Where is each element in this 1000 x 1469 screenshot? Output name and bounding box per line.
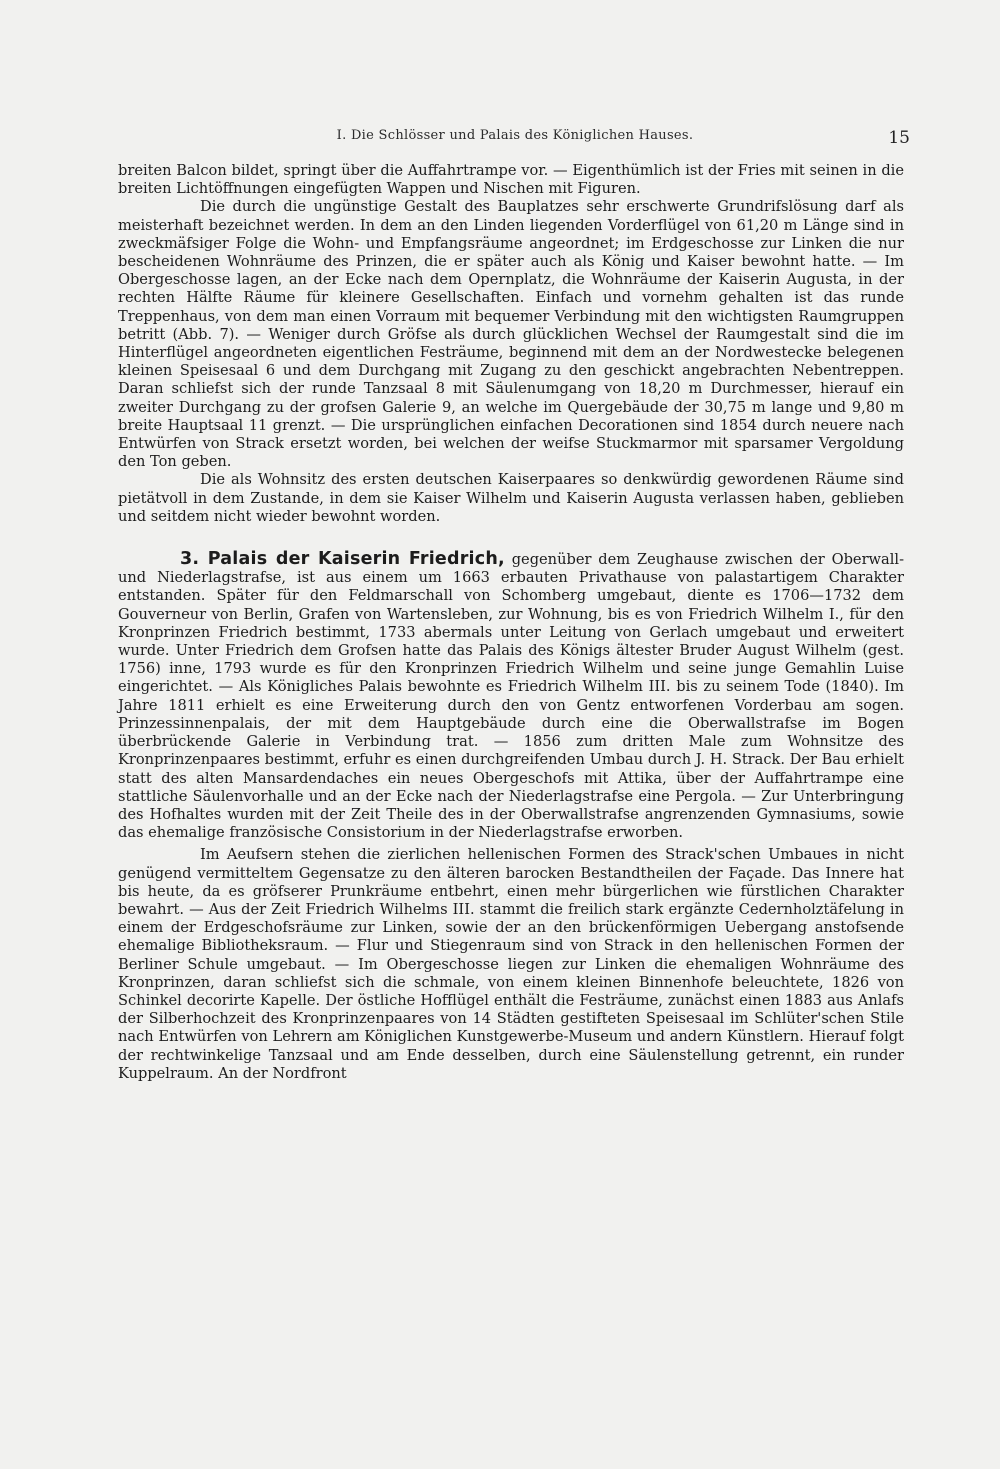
running-head: I. Die Schlösser und Palais des Königlichen Hauses. — [336, 128, 694, 143]
paragraph-wohnsitz: Die als Wohnsitz des ersten deutschen Kaiserpaares so denkwürdig gewordenen Räume sind pietätvoll in dem Zustande, in dem sie Kaiser Wilhelm und Kaiserin Augusta verlassen haben, geblieben und seitdem nicht wieder bewohnt worden. — [118, 471, 904, 525]
section-heading: 3. Palais der Kaiserin Friedrich, — [180, 549, 505, 570]
paragraph-grundriss: Die durch die ungünstige Gestalt des Bauplatzes sehr erschwerte Grundrifslösung darf als meisterhaft bezeichnet werden. In dem an den Linden liegenden Vorderflügel von 61,20 m Länge sind in zweckmäfsiger Folge die Wohn- und Empfangsräume angeordnet; im Erdgeschosse zur Linken die nur bescheidenen Wohnräume des Prinzen, die er später auch als König und Kaiser bewohnt hatte. — Im Obergeschosse lagen, an der Ecke nach dem Opernplatz, die Wohnräume der Kaiserin Augusta, in der rechten Hälfte Räume für kleinere Gesellschaften. Einfach und vornehm gehalten ist das runde Treppenhaus, von dem man einen Vorraum mit bequemer Verbindung mit den wichtigsten Raumgruppen betritt (Abb. 7). — Weniger durch Gröfse als durch glücklichen Wechsel der Raumgestalt sind die im Hinterflügel angeordneten eigentlichen Festräume, beginnend mit dem an der Nordwestecke belegenen kleinen Speisesaal 6 und dem Durchgang mit Zugang zu den geschickt angebrachten Nebentreppen. Daran schliefst sich der runde Tanzsaal 8 mit Säulenumgang von 18,20 m Durchmesser, hierauf ein zweiter Durchgang zu der grofsen Galerie 9, an welche im Quergebäude der 30,75 m lange und 9,80 m breite Hauptsaal 11 grenzt. — Die ursprünglichen einfachen Decorationen sind 1854 durch neuere nach Entwürfen von Strack ersetzt worden, bei welchen der weifse Stuckmarmor mit sparsamer Vergoldung den Ton geben. — [118, 198, 904, 471]
section-palais-kaiserin-friedrich — [118, 550, 904, 842]
paragraph-continuation: breiten Balcon bildet, springt über die Auffahrtrampe vor. — Eigenthümlich ist der Fries mit seinen in die breiten Lichtöffnungen eingefügten Wappen und Nischen mit Figuren. — [118, 162, 904, 198]
body-text — [118, 162, 904, 1083]
page-header — [120, 128, 910, 152]
paragraph-aeussern: Im Aeufsern stehen die zierlichen hellenischen Formen des Strack'schen Umbaues in nicht genügend vermitteltem Gegensatze zu den älteren barocken Bestandtheilen der Façade. Das Innere hat bis heute, da es gröfserer Prunkräume entbehrt, einen mehr bürgerlichen wie fürstlichen Charakter bewahrt. — Aus der Zeit Friedrich Wilhelms III. stammt die freilich stark ergänzte Cedernholztäfelung in einem der Erdgeschofsräume zur Linken, sowie der an den brückenförmigen Uebergang anstofsende ehemalige Bibliotheksraum. — Flur und Stiegenraum sind von Strack in den hellenischen Formen der Berliner Schule umgebaut. — Im Obergeschosse liegen zur Linken die ehemaligen Wohnräume des Kronprinzen, daran schliefst sich die schmale, von einem kleinen Binnenhofe beleuchtete, 1826 von Schinkel decorirte Kapelle. Der östliche Hofflügel enthält die Festräume, zunächst einen 1883 aus Anlafs der Silberhochzeit des Kronprinzenpaares von 14 Städten gestifteten Speisesaal im Schlüter'schen Stile nach Entwürfen von Lehrern am Königlichen Kunstgewerbe-Museum und andern Künstlern. Hierauf folgt der rechtwinkelige Tanzsaal und am Ende desselben, durch eine Säulenstellung getrennt, ein runder Kuppelraum. An der Nordfront — [118, 846, 904, 1082]
page-number: 15 — [888, 128, 910, 148]
section-text: gegenüber dem Zeughause zwischen der Oberwall- und Niederlagstrafse, ist aus einem um 1663 erbauten Privathause von palastartigem Charakter entstanden. Später für den Feldmarschall von Schomberg umgebaut, diente es 1706—1732 dem Gouverneur von Berlin, Grafen von Wartensleben, zur Wohnung, bis es von Friedrich Wilhelm I., für den Kronprinzen Friedrich bestimmt, 1733 abermals unter Leitung von Gerlach umgebaut und erweitert wurde. Unter Friedrich dem Grofsen hatte das Palais des Königs ältester Bruder August Wilhelm (gest. 1756) inne, 1793 wurde es für den Kronprinzen Friedrich Wilhelm und seine junge Gemahlin Luise eingerichtet. — Als Königliches Palais bewohnte es Friedrich Wilhelm III. bis zu seinem Tode (1840). Im Jahre 1811 erhielt es eine Erweiterung durch den von Gentz entworfenen Vorderbau am sogen. Prinzessinnenpalais, der mit dem Hauptgebäude durch eine die Oberwallstrafse im Bogen überbrückende Galerie in Verbindung trat. — 1856 zum dritten Male zum Wohnsitze des Kronprinzenpaares bestimmt, erfuhr es einen durchgreifenden Umbau durch J. H. Strack. Der Bau erhielt statt des alten Mansardendaches ein neues Obergeschofs mit Attika, über der Auffahrtrampe eine stattliche Säulenvorhalle und an der Ecke nach der Niederlagstrafse eine Pergola. — Zur Unterbringung des Hofhaltes wurden mit der Zeit Theile des in der Oberwallstrafse angrenzenden Gymnasiums, sowie das ehemalige französische Consistorium in der Niederlagstrafse erworben. — [118, 551, 905, 842]
